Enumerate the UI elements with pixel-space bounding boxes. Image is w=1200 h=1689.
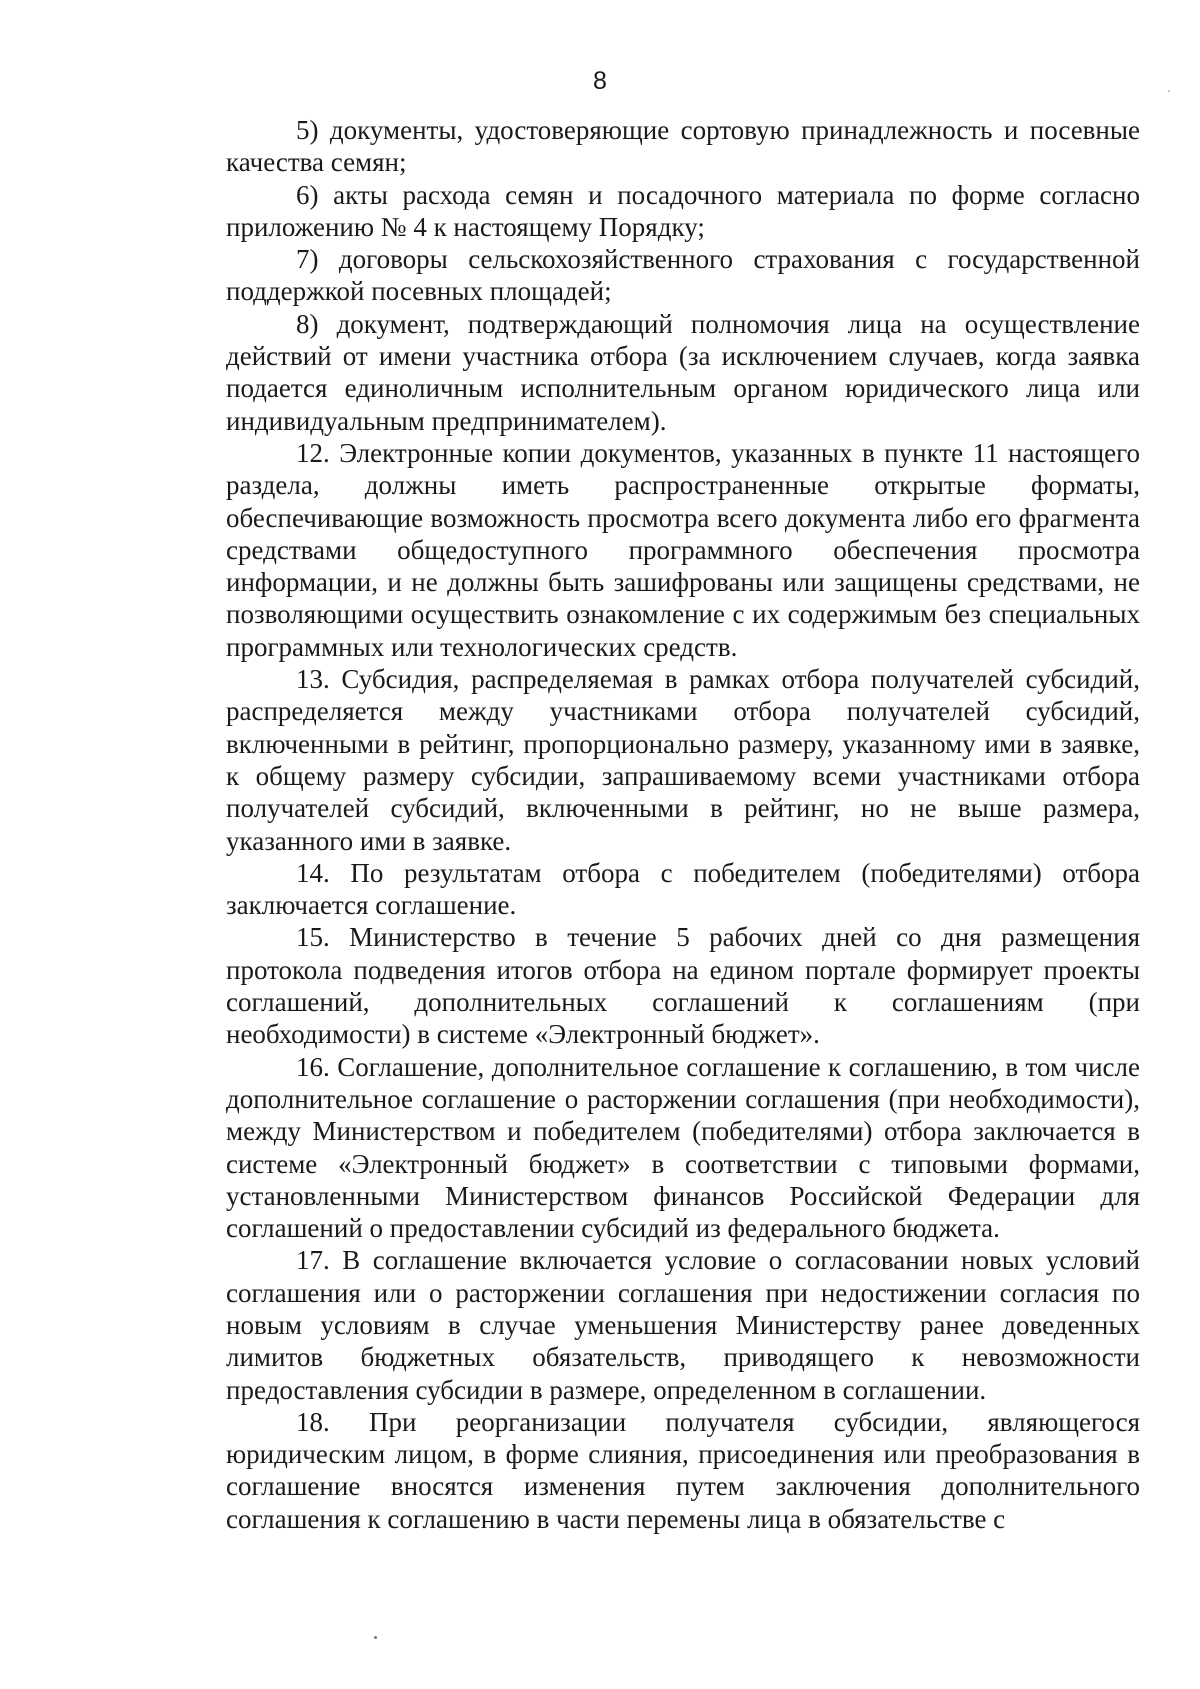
paragraph-item-5: 5) документы, удостоверяющие сортовую принадлежность и посевные качества семян; <box>226 115 1140 178</box>
paragraph-clause-12: 12. Электронные копии документов, указанных в пункте 11 настоящего раздела, должны иметь распространенные открытые форматы, обеспечивающие возможность просмотра всего документа либо его фрагмента средствами общедоступного программного обеспечения просмотра информации, и не должны быть зашифрованы или защищены средствами, не позволяющими осуществить ознакомление с их содержимым без специальных программных или технологических средств. <box>226 437 1140 662</box>
page-number: 8 <box>593 67 607 95</box>
paragraph-clause-15: 15. Министерство в течение 5 рабочих дней со дня размещения протокола подведения итогов отбора на едином портале формирует проекты соглашений, дополнительных соглашений к соглашениям (при необходимости) в системе «Электронный бюджет». <box>226 922 1140 1050</box>
paragraph-item-6: 6) акты расхода семян и посадочного материала по форме согласно приложению № 4 к настоящему Порядку; <box>226 179 1140 242</box>
paragraph-clause-18: 18. При реорганизации получателя субсидии, являющегося юридическим лицом, в форме слияния, присоединения или преобразования в соглашение вносятся изменения путем заключения дополнительного соглашения к соглашению в части перемены лица в обязательстве с <box>226 1406 1140 1534</box>
paragraph-item-7: 7) договоры сельскохозяйственного страхования с государственной поддержкой посевных площадей; <box>226 244 1140 307</box>
paragraph-clause-16: 16. Соглашение, дополнительное соглашение к соглашению, в том числе дополнительное соглашение о расторжении соглашения (при необходимости), между Министерством и победителем (победителями) отбора заключается в системе «Электронный бюджет» в соответствии с типовыми формами, установленными Министерством финансов Российской Федерации для соглашений о предоставлении субсидий из федерального бюджета. <box>226 1051 1140 1244</box>
scan-speck <box>374 1636 377 1639</box>
document-body <box>226 114 1140 1535</box>
scan-speck <box>1168 90 1170 92</box>
paragraph-clause-13: 13. Субсидия, распределяемая в рамках отбора получателей субсидий, распределяется между участниками отбора получателей субсидий, включенными в рейтинг, пропорционально размеру, указанному ими в заявке, к общему размеру субсидии, запрашиваемому всеми участниками отбора получателей субсидий, включенными в рейтинг, но не выше размера, указанного ими в заявке. <box>226 664 1140 856</box>
paragraph-clause-17: 17. В соглашение включается условие о согласовании новых условий соглашения или о расторжении соглашения при недостижении согласия по новым условиям в случае уменьшения Министерству ранее доведенных лимитов бюджетных обязательств, приводящего к невозможности предоставления субсидии в размере, определенном в соглашении. <box>226 1245 1140 1405</box>
paragraph-clause-14: 14. По результатам отбора с победителем (победителями) отбора заключается соглашение. <box>226 857 1140 921</box>
paragraph-item-8: 8) документ, подтверждающий полномочия лица на осуществление действий от имени участника отбора (за исключением случаев, когда заявка подается единоличным исполнительным органом юридического лица или индивидуальным предпринимателем). <box>226 308 1140 436</box>
